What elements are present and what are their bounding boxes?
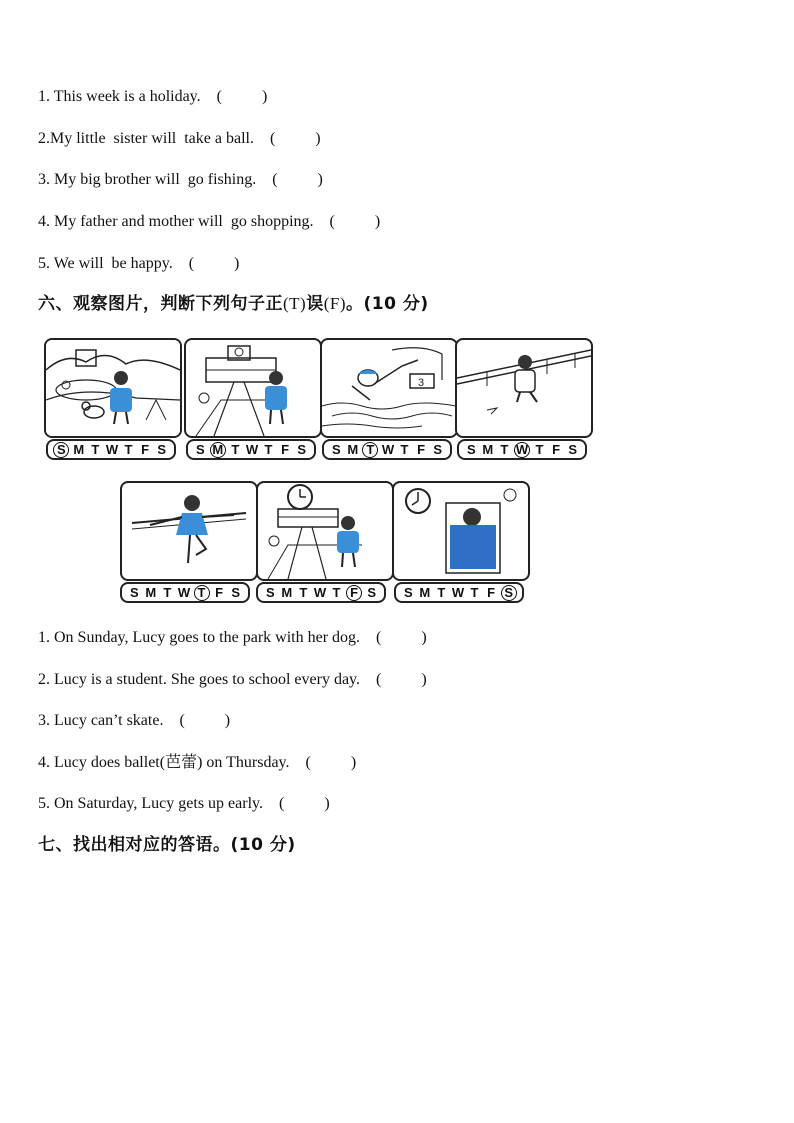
day-letter: F [281, 441, 290, 457]
day-letter: S [331, 441, 341, 457]
bedroom-scene-illustration [394, 483, 528, 579]
day-letter: W [105, 441, 119, 457]
day-letter: S [466, 441, 476, 457]
day-letter: S [403, 584, 413, 600]
sentence-text: 3. Lucy can’t skate. [38, 712, 164, 729]
section6-title: 六、观察图片，判断下列句子正 [38, 294, 283, 314]
part6-item-5 [38, 794, 330, 814]
part5-item-2 [38, 129, 321, 149]
part5-item-3 [38, 170, 323, 190]
day-letter: W [177, 584, 191, 600]
school-scene-illustration [186, 340, 320, 436]
day-letter: W [381, 441, 395, 457]
park-scene-illustration [46, 340, 180, 436]
panel-school-monday [184, 338, 322, 438]
section7-heading [38, 834, 296, 856]
circled-day-letter: S [501, 585, 517, 601]
day-letter: F [141, 441, 150, 457]
circled-day-letter: W [515, 441, 529, 457]
part5-item-1 [38, 87, 267, 107]
day-letter: F [215, 584, 224, 600]
day-letter: T [91, 441, 100, 457]
answer-blank[interactable]: ( ) [179, 712, 231, 729]
day-letter: F [552, 441, 561, 457]
answer-blank[interactable]: ( ) [376, 671, 427, 688]
day-letter: T [299, 584, 308, 600]
answer-blank[interactable]: ( ) [278, 795, 330, 812]
day-letter: T [231, 441, 240, 457]
panel-park [44, 338, 182, 438]
answer-blank[interactable]: ( ) [329, 213, 381, 230]
day-letter: S [433, 441, 442, 457]
answer-blank[interactable]: ( ) [269, 130, 321, 147]
answer-blank[interactable]: ( ) [376, 629, 427, 646]
sentence-text: 1. This week is a holiday. [38, 88, 201, 105]
answer-blank[interactable]: ( ) [188, 255, 240, 272]
days-bar-1 [46, 439, 176, 460]
days-bar-2 [186, 439, 316, 460]
swimming-scene-illustration [322, 340, 456, 436]
day-letter: F [487, 584, 496, 600]
day-letter: S [265, 584, 275, 600]
day-letter: S [157, 441, 166, 457]
sentence-text: 4. Lucy does ballet(芭蕾) on Thursday. [38, 754, 290, 771]
sentence-text: 4. My father and mother will go shopping. [38, 213, 314, 230]
day-letter: S [129, 584, 139, 600]
day-letter: M [482, 441, 494, 457]
day-letter: S [297, 441, 306, 457]
day-letter: T [124, 441, 133, 457]
section7-title: 七、找出相对应的答语。(10 分) [38, 835, 296, 855]
day-letter: T [470, 584, 479, 600]
sentence-text: 5. We will be happy. [38, 255, 173, 272]
skating-scene-illustration [457, 340, 591, 436]
day-letter: T [163, 584, 172, 600]
days-bar-6 [256, 582, 386, 603]
sentence-text: 2. Lucy is a student. She goes to school every day. [38, 671, 361, 688]
sentence-text: 2.My little sister will take a ball. [38, 130, 254, 147]
part5-item-4 [38, 212, 380, 232]
answer-blank[interactable]: ( ) [272, 171, 323, 188]
day-letter: S [367, 584, 376, 600]
day-letter: S [231, 584, 240, 600]
day-letter: T [400, 441, 409, 457]
part6-item-1 [38, 628, 427, 648]
circled-day-letter: F [346, 585, 362, 601]
school-clock-scene-illustration [258, 483, 392, 579]
day-letter: M [419, 584, 431, 600]
day-letter: T [437, 584, 446, 600]
answer-blank[interactable]: ( ) [305, 754, 357, 771]
panel-bedroom [392, 481, 530, 581]
answer-blank[interactable]: ( ) [216, 88, 268, 105]
day-letter: W [313, 584, 327, 600]
sentence-text: 5. On Saturday, Lucy gets up early. [38, 795, 263, 812]
part6-item-3 [38, 711, 230, 731]
pool-sign-number: 3 [418, 377, 425, 389]
days-bar-3 [322, 439, 452, 460]
panel-skating [455, 338, 593, 438]
day-letter: T [500, 441, 509, 457]
ballet-scene-illustration [122, 483, 256, 579]
panel-swimming [320, 338, 458, 438]
circled-day-letter: M [210, 442, 226, 458]
part6-item-4 [38, 753, 356, 773]
days-bar-7 [394, 582, 524, 603]
day-letter: W [245, 441, 259, 457]
panel-ballet [120, 481, 258, 581]
true-mark: (T) [283, 294, 307, 313]
circled-day-letter: T [362, 442, 378, 458]
days-bar-5 [120, 582, 250, 603]
days-bar-4 [457, 439, 587, 460]
panel-school-friday [256, 481, 394, 581]
day-letter: M [347, 441, 359, 457]
day-letter: W [451, 584, 465, 600]
day-letter: M [73, 441, 85, 457]
sentence-text: 3. My big brother will go fishing. [38, 171, 257, 188]
section6-tail: 。(10 分) [346, 294, 429, 314]
day-letter: S [568, 441, 577, 457]
day-letter: S [195, 441, 205, 457]
sentence-text: 1. On Sunday, Lucy goes to the park with her dog. [38, 629, 361, 646]
day-letter: T [264, 441, 273, 457]
day-letter: T [332, 584, 341, 600]
false-mark: (F) [323, 294, 346, 313]
day-letter: T [535, 441, 544, 457]
circled-day-letter: S [53, 442, 69, 458]
day-letter: F [417, 441, 426, 457]
part6-item-2 [38, 670, 427, 690]
section6-heading [38, 293, 429, 315]
day-letter: M [281, 584, 293, 600]
day-letter: M [145, 584, 157, 600]
part5-item-5 [38, 254, 239, 274]
section6-mid: 误 [306, 294, 324, 314]
circled-day-letter: T [194, 585, 210, 601]
